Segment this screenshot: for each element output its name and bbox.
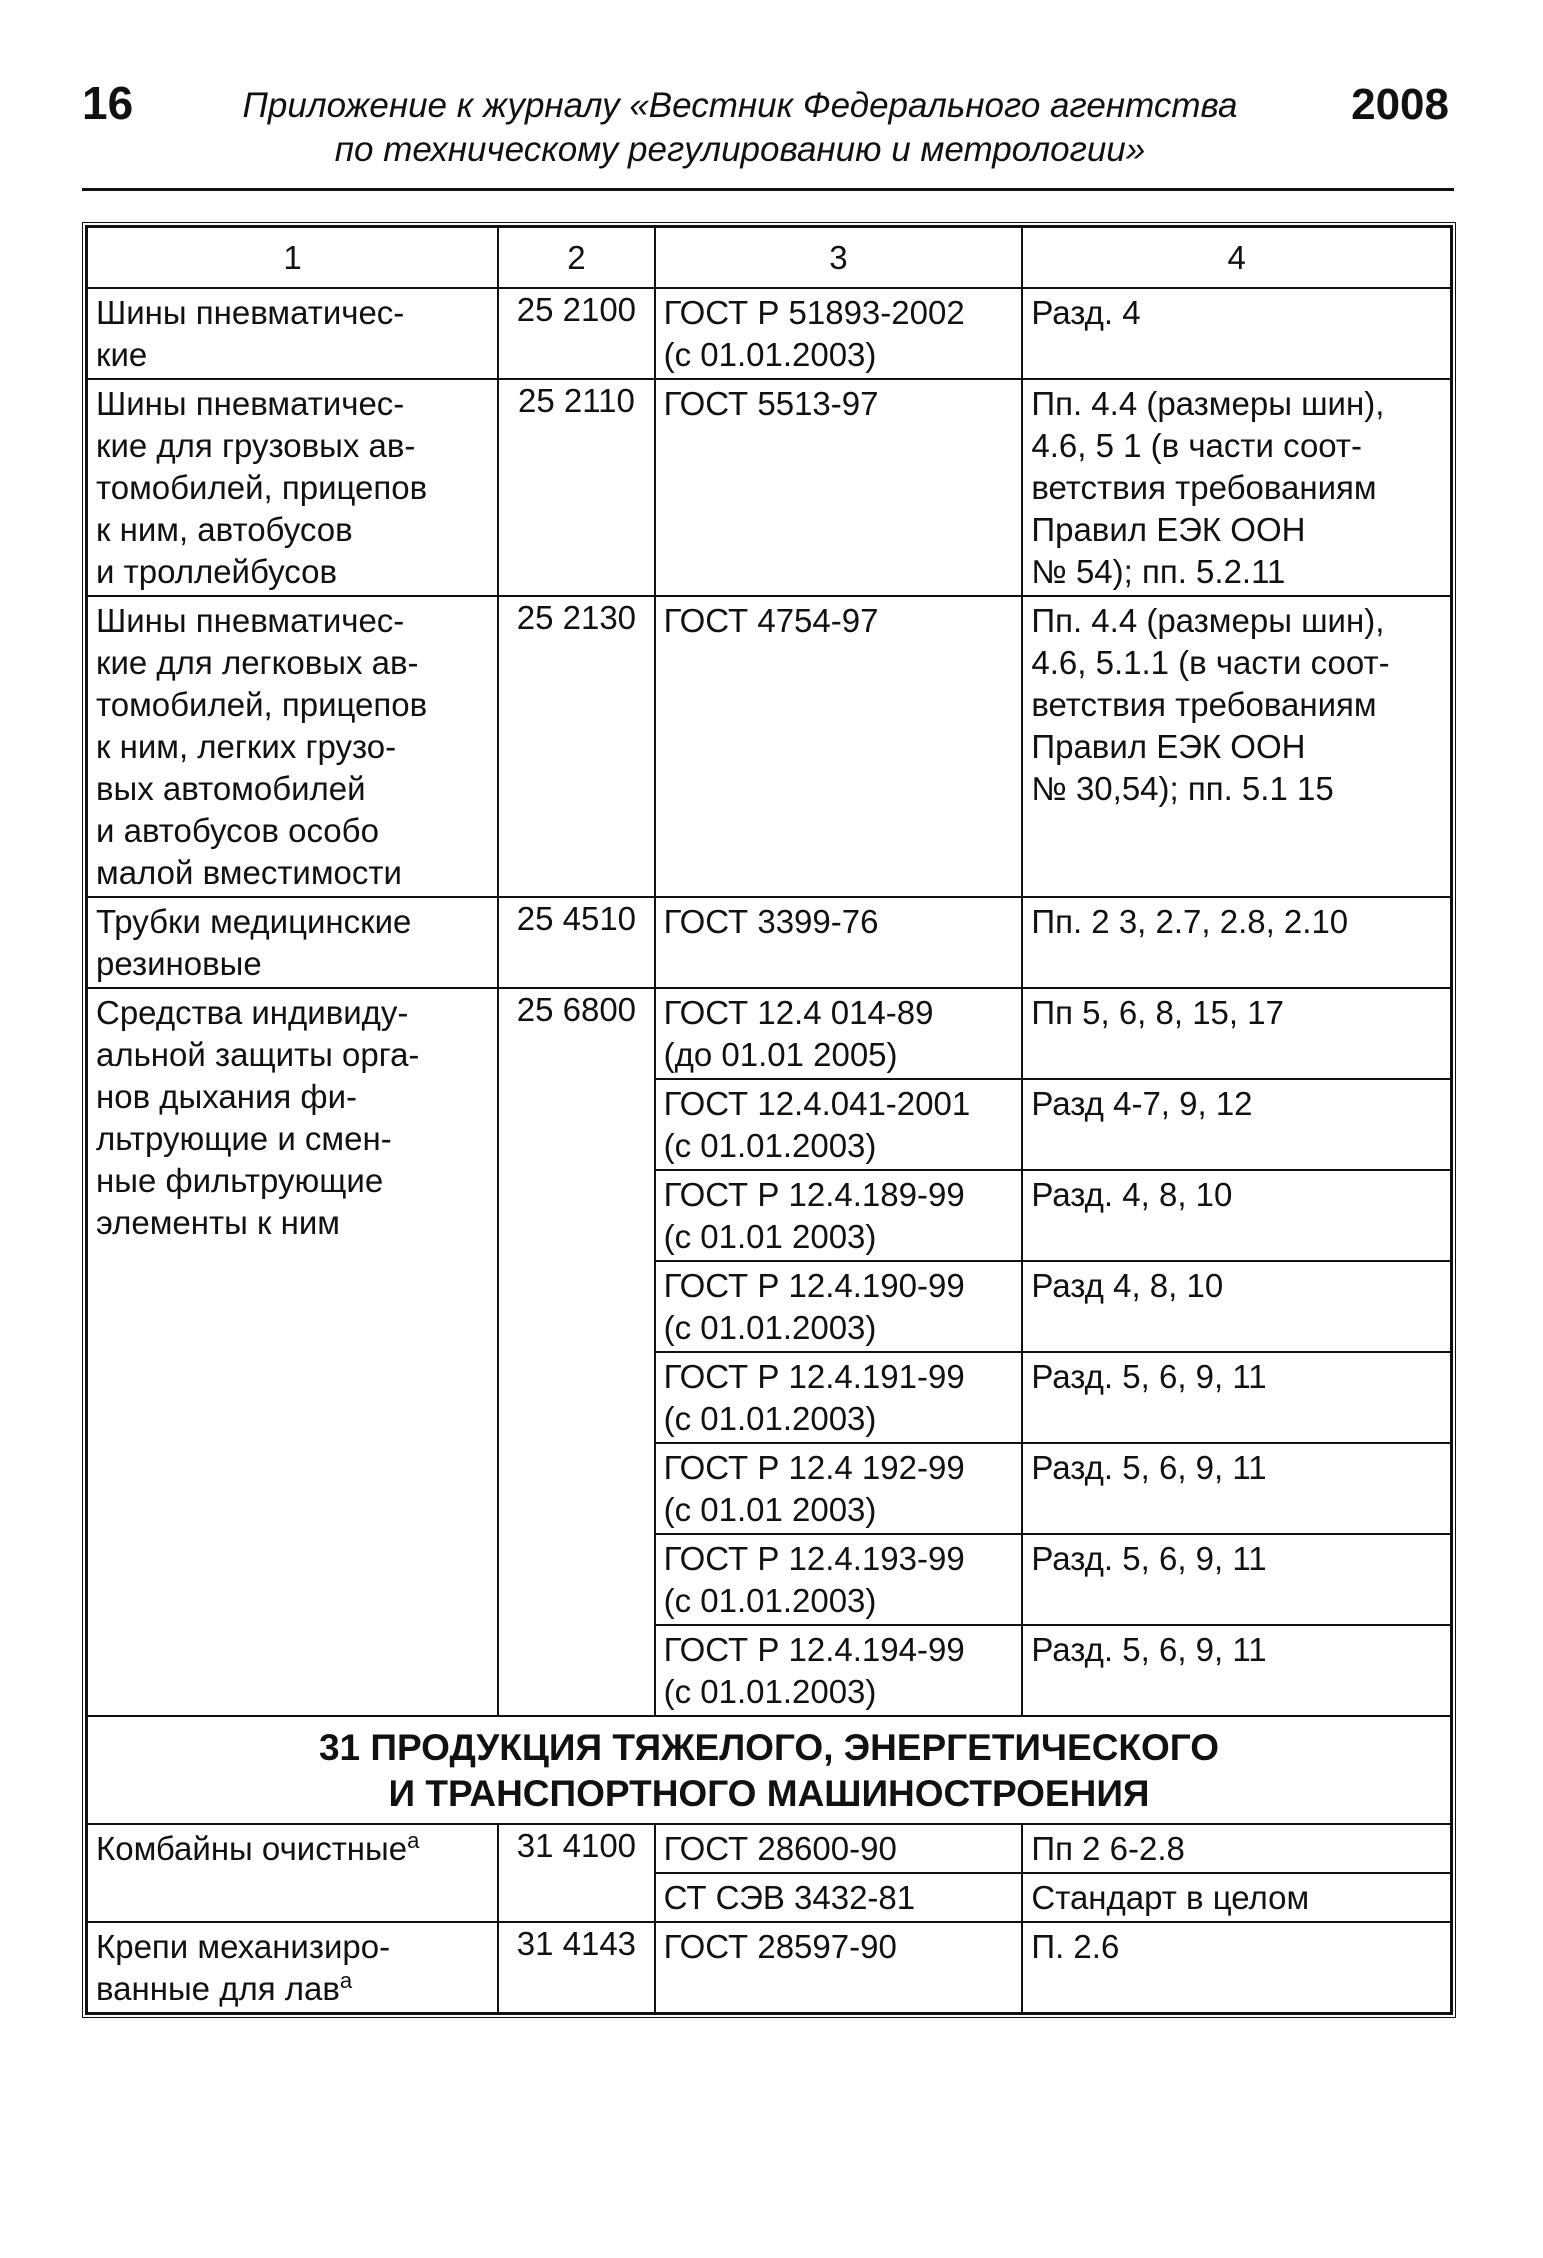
standard-cell	[655, 897, 1023, 988]
clauses-cell	[1022, 1443, 1451, 1534]
clauses-line: Разд. 5, 6, 9, 11	[1031, 1631, 1267, 1668]
running-title-line: по техническому регулированию и метрологии»	[334, 130, 1146, 169]
column-number: 3	[655, 227, 1023, 288]
clauses-line: № 30,54); пп. 5.1 15	[1031, 770, 1334, 807]
header-divider	[82, 188, 1454, 191]
product-line: Шины пневматичес-	[96, 602, 405, 639]
standard-cell	[655, 1079, 1023, 1170]
clauses-cell	[1022, 1922, 1451, 2013]
clauses-line: Пп. 4.4 (размеры шин),	[1031, 602, 1385, 639]
standard-line: ГОСТ 28600-90	[663, 1830, 897, 1867]
standard-line: ГОСТ 12.4.041-2001	[663, 1085, 971, 1122]
column-number: 2	[498, 227, 654, 288]
clauses-line: Стандарт в целом	[1031, 1879, 1310, 1916]
product-line: к ним, автобусов	[96, 511, 353, 548]
page-number: 16	[82, 77, 134, 129]
product-line: Шины пневматичес-	[96, 385, 405, 422]
table-row	[87, 897, 1451, 988]
product-code: 25 6800	[498, 988, 654, 1716]
column-number: 1	[87, 227, 498, 288]
footnote-mark: а	[407, 1828, 420, 1853]
clauses-cell	[1022, 379, 1451, 596]
standard-line: (с 01.01.2003)	[663, 1127, 877, 1164]
clauses-line: Правил ЕЭК ООН	[1031, 728, 1306, 765]
clauses-cell	[1022, 1534, 1451, 1625]
product-line: нов дыхания фи-	[96, 1078, 358, 1115]
clauses-cell	[1022, 1824, 1451, 1873]
product-line: кие для грузовых ав-	[96, 427, 416, 464]
table-row	[87, 596, 1451, 897]
product-code: 25 2110	[498, 379, 654, 596]
clauses-line: Пп. 4.4 (размеры шин),	[1031, 385, 1385, 422]
product-text: ванные для лав	[96, 1970, 340, 2007]
product-line: Шины пневматичес-	[96, 294, 405, 331]
column-number: 4	[1022, 227, 1451, 288]
product-code: 25 2130	[498, 596, 654, 897]
product-cell	[87, 897, 498, 988]
product-line	[96, 1828, 489, 1870]
standard-line: ГОСТ 3399-76	[663, 903, 879, 940]
standard-line: СТ СЭВ 3432-81	[663, 1879, 916, 1916]
standard-cell	[655, 1443, 1023, 1534]
standard-line: ГОСТ Р 12.4.194-99	[663, 1631, 965, 1668]
clauses-cell	[1022, 897, 1451, 988]
footnote-mark: а	[339, 1968, 353, 1993]
standard-cell	[655, 1922, 1023, 2013]
standard-line: ГОСТ 28597-90	[663, 1928, 897, 1965]
clauses-line: Разд. 4	[1031, 294, 1141, 331]
product-line: к ним, легких грузо-	[96, 728, 397, 765]
clauses-line: Разд. 5, 6, 9, 11	[1031, 1358, 1267, 1395]
standard-cell	[655, 1261, 1023, 1352]
product-line	[96, 1968, 489, 2010]
standard-cell	[655, 1170, 1023, 1261]
product-line: томобилей, прицепов	[96, 469, 428, 506]
product-line: кие для легковых ав-	[96, 644, 419, 681]
clauses-line: П. 2.6	[1031, 1928, 1120, 1965]
product-code: 31 4143	[498, 1922, 654, 2013]
clauses-line: Разд 4-7, 9, 12	[1031, 1085, 1253, 1122]
standard-cell	[655, 1824, 1023, 1873]
clauses-cell	[1022, 1079, 1451, 1170]
product-cell	[87, 596, 498, 897]
standard-line: (с 01.01.2003)	[663, 336, 877, 373]
standard-line: (с 01.01.2003)	[663, 1673, 877, 1710]
standard-line: (до 01.01 2005)	[663, 1036, 898, 1073]
product-line: кие	[96, 336, 148, 373]
standards-table-body	[87, 227, 1451, 2013]
standard-cell	[655, 379, 1023, 596]
clauses-cell	[1022, 1625, 1451, 1716]
product-cell	[87, 1922, 498, 2013]
product-line: Крепи механизиро-	[96, 1928, 391, 1965]
standard-line: (с 01.01.2003)	[663, 1582, 877, 1619]
table-row	[87, 988, 1451, 1079]
standard-line: ГОСТ Р 51893-2002	[663, 294, 965, 331]
running-title	[180, 84, 1300, 172]
clauses-line: ветствия требованиям	[1031, 686, 1377, 723]
product-cell	[87, 988, 498, 1716]
section-heading-line: 31 ПРОДУКЦИЯ ТЯЖЕЛОГО, ЭНЕРГЕТИЧЕСКОГО	[318, 1727, 1220, 1768]
column-number-row	[87, 227, 1451, 288]
standard-line: ГОСТ Р 12.4.190-99	[663, 1267, 965, 1304]
product-code: 25 4510	[498, 897, 654, 988]
product-cell	[87, 1824, 498, 1922]
standard-line: ГОСТ 4754-97	[663, 602, 879, 639]
product-line: Средства индивиду-	[96, 994, 409, 1031]
clauses-cell	[1022, 1170, 1451, 1261]
section-heading	[87, 1716, 1451, 1824]
product-code: 31 4100	[498, 1824, 654, 1922]
clauses-cell	[1022, 596, 1451, 897]
standard-line: ГОСТ Р 12.4.191-99	[663, 1358, 965, 1395]
standard-line: ГОСТ Р 12.4.189-99	[663, 1176, 965, 1213]
page-year: 2008	[1351, 80, 1449, 129]
running-title-line: Приложение к журналу «Вестник Федерального агентства	[242, 86, 1238, 125]
product-line: элементы к ним	[96, 1204, 340, 1241]
table-row	[87, 1824, 1451, 1873]
product-cell	[87, 288, 498, 379]
table-row	[87, 379, 1451, 596]
product-line: томобилей, прицепов	[96, 686, 428, 723]
product-line: льтрующие и смен-	[96, 1120, 392, 1157]
product-line: вых автомобилей	[96, 770, 366, 807]
clauses-line: ветствия требованиям	[1031, 469, 1377, 506]
product-line: Трубки медицинские	[96, 903, 412, 940]
standard-cell	[655, 1625, 1023, 1716]
standard-line: ГОСТ Р 12.4 192-99	[663, 1449, 965, 1486]
product-line: ные фильтрующие	[96, 1162, 384, 1199]
standard-cell	[655, 1873, 1023, 1922]
clauses-line: Разд 4, 8, 10	[1031, 1267, 1224, 1304]
product-cell	[87, 379, 498, 596]
standard-cell	[655, 1352, 1023, 1443]
standard-cell	[655, 1534, 1023, 1625]
clauses-cell	[1022, 1261, 1451, 1352]
clauses-line: 4.6, 5 1 (в части соот-	[1031, 427, 1363, 464]
clauses-cell	[1022, 1352, 1451, 1443]
clauses-cell	[1022, 288, 1451, 379]
table-row	[87, 1922, 1451, 2013]
standard-line: ГОСТ 12.4 014-89	[663, 994, 934, 1031]
clauses-line: Разд. 4, 8, 10	[1031, 1176, 1233, 1213]
standard-line: (с 01.01.2003)	[663, 1309, 877, 1346]
clauses-line: 4.6, 5.1.1 (в части соот-	[1031, 644, 1390, 681]
standard-line: (с 01.01 2003)	[663, 1218, 877, 1255]
standard-line: ГОСТ Р 12.4.193-99	[663, 1540, 965, 1577]
clauses-line: Разд. 5, 6, 9, 11	[1031, 1449, 1267, 1486]
product-line: резиновые	[96, 945, 262, 982]
standard-cell	[655, 596, 1023, 897]
clauses-line: Пп 2 6-2.8	[1031, 1830, 1185, 1867]
standards-table-frame	[82, 222, 1456, 2018]
clauses-cell	[1022, 1873, 1451, 1922]
section-row	[87, 1716, 1451, 1824]
product-line: и автобусов особо	[96, 812, 379, 849]
product-line: малой вместимости	[96, 854, 402, 891]
clauses-line: № 54); пп. 5.2.11	[1031, 553, 1286, 590]
table-row	[87, 288, 1451, 379]
standards-table	[86, 226, 1452, 2014]
standard-line: ГОСТ 5513-97	[663, 385, 879, 422]
clauses-line: Пп 5, 6, 8, 15, 17	[1031, 994, 1284, 1031]
clauses-cell	[1022, 988, 1451, 1079]
product-line: и троллейбусов	[96, 553, 338, 590]
standard-line: (с 01.01.2003)	[663, 1400, 877, 1437]
product-line: альной защиты орга-	[96, 1036, 420, 1073]
clauses-line: Разд. 5, 6, 9, 11	[1031, 1540, 1267, 1577]
product-code: 25 2100	[498, 288, 654, 379]
product-text: Комбайны очистные	[96, 1830, 408, 1867]
standard-cell	[655, 988, 1023, 1079]
clauses-line: Правил ЕЭК ООН	[1031, 511, 1306, 548]
standard-cell	[655, 288, 1023, 379]
clauses-line: Пп. 2 3, 2.7, 2.8, 2.10	[1031, 903, 1349, 940]
standard-line: (с 01.01 2003)	[663, 1491, 877, 1528]
section-heading-line: И ТРАНСПОРТНОГО МАШИНОСТРОЕНИЯ	[388, 1773, 1150, 1814]
